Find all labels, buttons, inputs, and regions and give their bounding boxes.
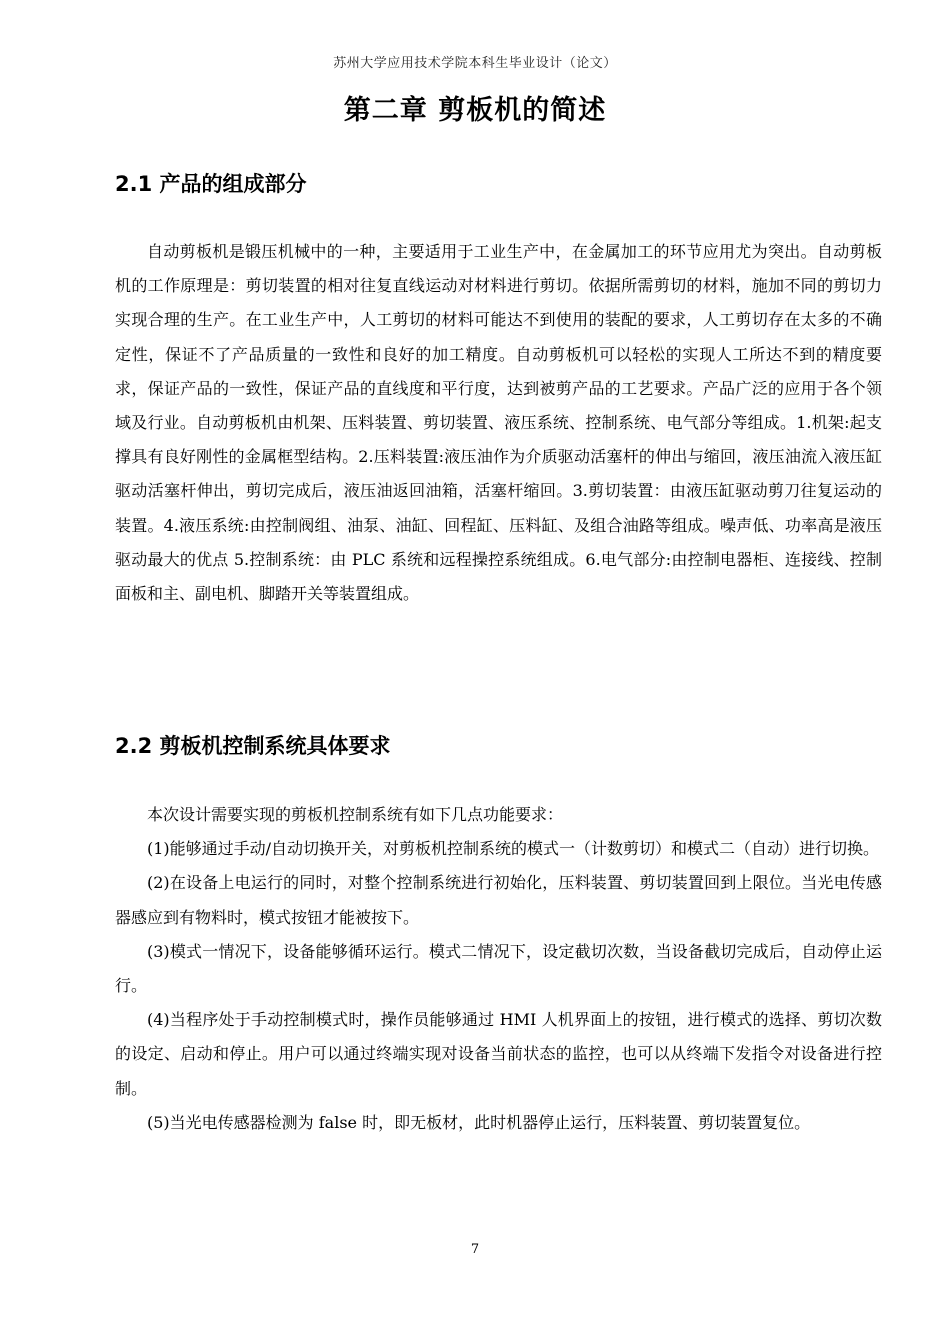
requirement-item: (3)模式一情况下，设备能够循环运行。模式二情况下，设定截切次数，当设备截切完成后，自动停止运行。 bbox=[115, 941, 882, 996]
requirement-item: (2)在设备上电运行的同时，对整个控制系统进行初始化，压料装置、剪切装置回到上限位。当光电传感器感应到有物料时，模式按钮才能被按下。 bbox=[115, 873, 882, 927]
page-number: 7 bbox=[470, 1242, 480, 1257]
section-heading-2-1: 2.1 产品的组成部分 bbox=[115, 172, 307, 196]
section-heading-2-2: 2.2 剪板机控制系统具体要求 bbox=[115, 734, 391, 758]
requirement-item: (4)当程序处于手动控制模式时，操作员能够通过 HMI 人机界面上的按钮，进行模式的选择、剪切次数的设定、启动和停止。用户可以通过终端实现对设备当前状态的监控，也可以从终端下发指令对设备进行控制。 bbox=[115, 1010, 882, 1098]
requirement-item: (5)当光电传感器检测为 false 时，即无板材，此时机器停止运行，压料装置、剪切装置复位。 bbox=[147, 1112, 811, 1132]
requirement-item: (1)能够通过手动/自动切换开关，对剪板机控制系统的模式一（计数剪切）和模式二（自动）进行切换。 bbox=[147, 839, 880, 859]
section-2-1-paragraph: 自动剪板机是锻压机械中的一种，主要适用于工业生产中，在金属加工的环节应用尤为突出。自动剪板机的工作原理是：剪切装置的相对往复直线运动对材料进行剪切。依据所需剪切的材料，施加不同的剪切力实现合理的生产。在工业生产中，人工剪切的材料可能达不到使用的装配的要求，人工剪切存在太多的不确定性，保证不了产品质量的一致性和良好的加工精度。自动剪板机可以轻松的实现人工所达不到的精度要求，保证产品的一致性，保证产品的直线度和平行度，达到被剪产品的工艺要求。产品广泛的应用于各个领域及行业。自动剪板机由机架、压料装置、剪切装置、液压系统、控制系统、电气部分等组成。1.机架:起支撑具有良好刚性的金属框型结构。2.压料装置:液压油作为介质驱动活塞杆的伸出与缩回，液压油流入液压缸驱动活塞杆伸出，剪切完成后，液压油返回油箱，活塞杆缩回。3.剪切装置：由液压缸驱动剪刀往复运动的装置。4.液压系统:由控制阀组、油泵、油缸、回程缸、压料缸、及组合油路等组成。噪声低、功率高是液压驱动最大的优点 5.控制系统：由 PLC 系统和远程操控系统组成。6.电气部分:由控制电器柜、连接线、控制面板和主、副电机、脚踏开关等装置组成。 bbox=[115, 242, 882, 604]
requirements-list bbox=[115, 798, 882, 1140]
chapter-title: 第二章 剪板机的简述 bbox=[343, 95, 607, 126]
requirements-intro: 本次设计需要实现的剪板机控制系统有如下几点功能要求： bbox=[147, 805, 564, 824]
running-header: 苏州大学应用技术学院本科生毕业设计（论文） bbox=[333, 56, 617, 71]
